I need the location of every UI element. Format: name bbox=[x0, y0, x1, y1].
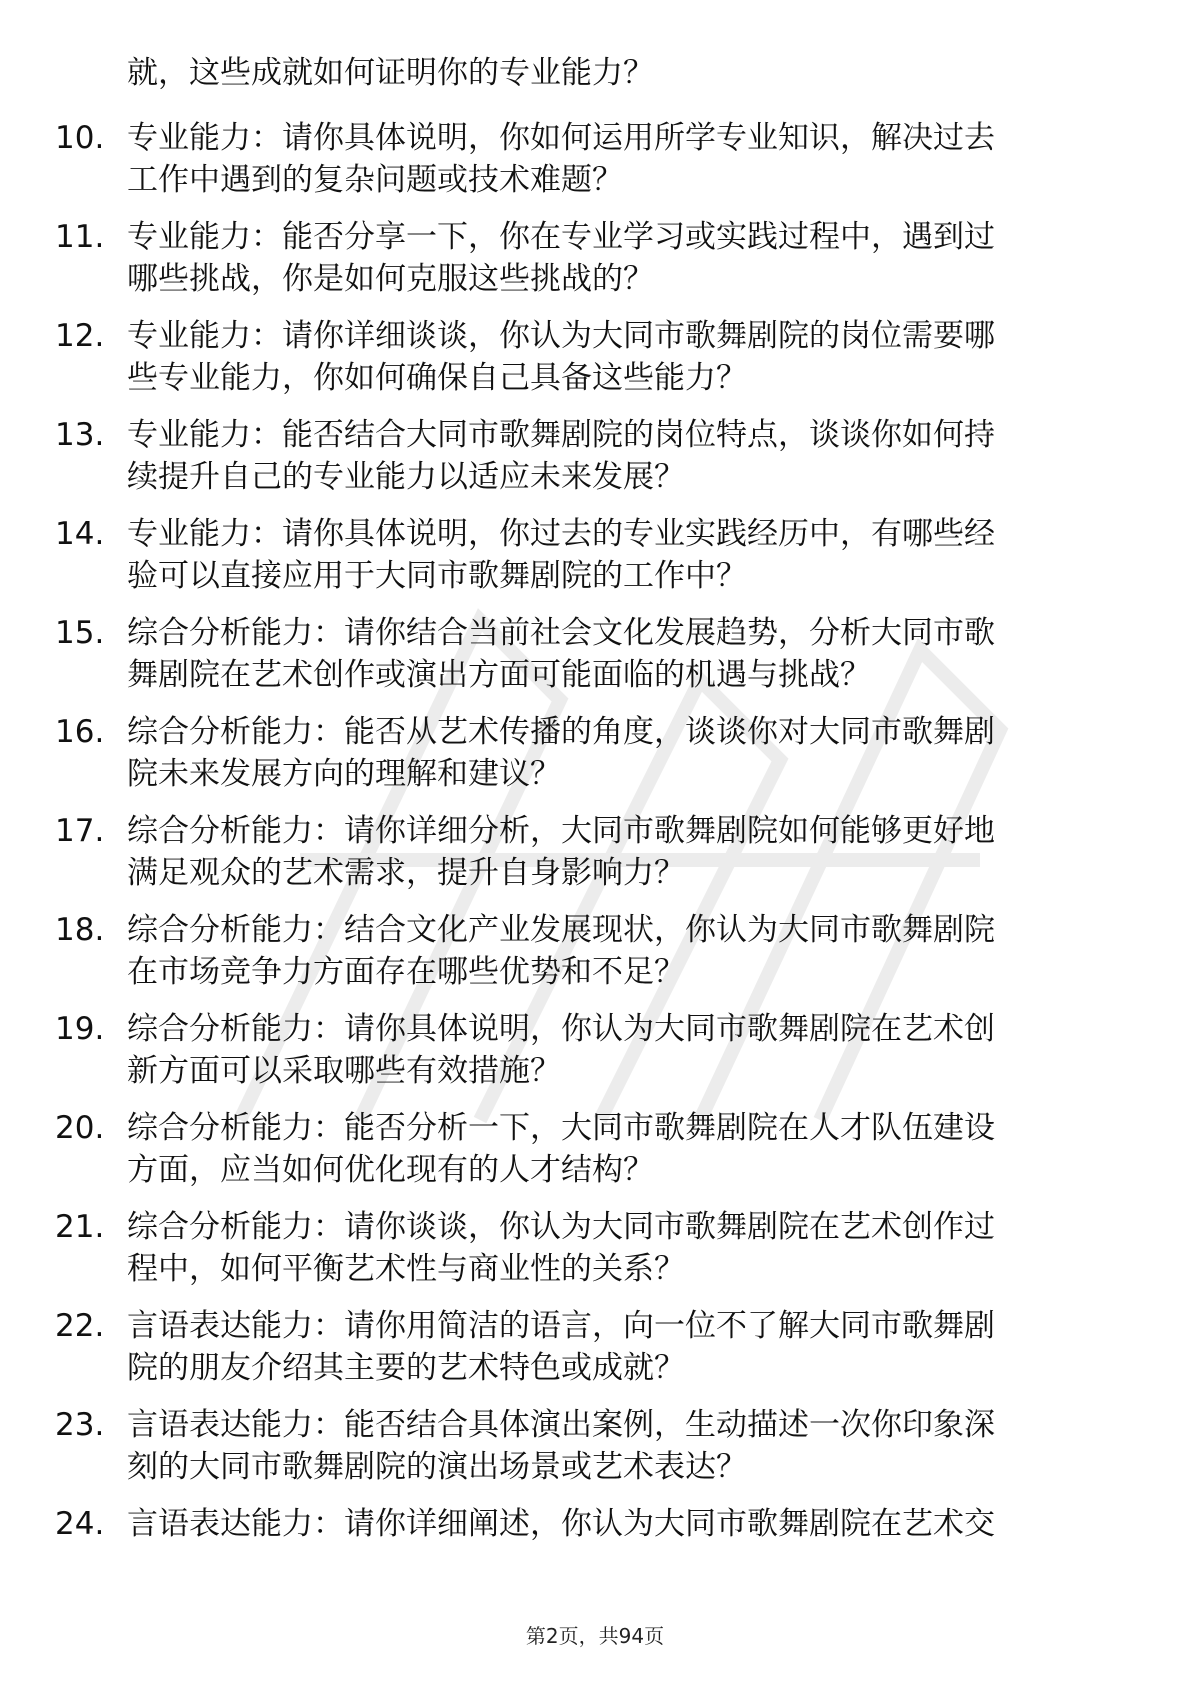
question-line: 哪些挑战，你是如何克服这些挑战的？ bbox=[127, 261, 654, 297]
question-line: 新方面可以采取哪些有效措施？ bbox=[127, 1053, 561, 1089]
question-text bbox=[127, 909, 1117, 993]
question-number: 12. bbox=[55, 318, 105, 354]
question-line: 工作中遇到的复杂问题或技术难题？ bbox=[127, 162, 623, 198]
question-number: 23. bbox=[55, 1407, 105, 1443]
question-number: 18. bbox=[55, 912, 105, 948]
question-line: 舞剧院在艺术创作或演出方面可能面临的机遇与挑战？ bbox=[127, 657, 871, 693]
list-item bbox=[0, 1297, 1190, 1396]
question-line: 程中，如何平衡艺术性与商业性的关系？ bbox=[127, 1251, 685, 1287]
list-item bbox=[0, 505, 1190, 604]
question-text bbox=[127, 1008, 1117, 1092]
question-text bbox=[127, 1107, 1117, 1191]
question-number: 22. bbox=[55, 1308, 105, 1344]
question-text bbox=[127, 1404, 1117, 1488]
question-line: 续提升自己的专业能力以适应未来发展？ bbox=[127, 459, 685, 495]
list-item bbox=[0, 406, 1190, 505]
question-number: 16. bbox=[55, 714, 105, 750]
question-text bbox=[127, 216, 1117, 300]
question-text bbox=[127, 1503, 1117, 1545]
question-line: 专业能力：能否分享一下，你在专业学习或实践过程中，遇到过 bbox=[127, 219, 995, 255]
question-line: 专业能力：能否结合大同市歌舞剧院的岗位特点，谈谈你如何持 bbox=[127, 417, 995, 453]
question-line: 专业能力：请你具体说明，你过去的专业实践经历中，有哪些经 bbox=[127, 516, 995, 552]
question-list bbox=[0, 109, 1190, 1594]
question-number: 15. bbox=[55, 615, 105, 651]
question-number: 14. bbox=[55, 516, 105, 552]
list-item bbox=[0, 208, 1190, 307]
question-line: 综合分析能力：请你详细分析，大同市歌舞剧院如何能够更好地 bbox=[127, 813, 995, 849]
question-number: 13. bbox=[55, 417, 105, 453]
question-line: 专业能力：请你具体说明，你如何运用所学专业知识，解决过去 bbox=[127, 120, 995, 156]
question-number: 11. bbox=[55, 219, 105, 255]
continuation-text: 就，这些成就如何证明你的专业能力？ bbox=[127, 55, 654, 91]
question-line: 综合分析能力：请你具体说明，你认为大同市歌舞剧院在艺术创 bbox=[127, 1011, 995, 1047]
question-number: 24. bbox=[55, 1506, 105, 1542]
question-line: 综合分析能力：请你谈谈，你认为大同市歌舞剧院在艺术创作过 bbox=[127, 1209, 995, 1245]
question-line: 在市场竞争力方面存在哪些优势和不足？ bbox=[127, 954, 685, 990]
question-number: 20. bbox=[55, 1110, 105, 1146]
question-line: 综合分析能力：能否分析一下，大同市歌舞剧院在人才队伍建设 bbox=[127, 1110, 995, 1146]
list-item bbox=[0, 604, 1190, 703]
question-line: 言语表达能力：请你详细阐述，你认为大同市歌舞剧院在艺术交 bbox=[127, 1506, 995, 1542]
list-item bbox=[0, 307, 1190, 406]
question-number: 10. bbox=[55, 120, 105, 156]
question-line: 方面，应当如何优化现有的人才结构？ bbox=[127, 1152, 654, 1188]
list-item bbox=[0, 1000, 1190, 1099]
question-text bbox=[127, 513, 1117, 597]
question-text bbox=[127, 1305, 1117, 1389]
question-number: 17. bbox=[55, 813, 105, 849]
question-line: 满足观众的艺术需求，提升自身影响力？ bbox=[127, 855, 685, 891]
question-text bbox=[127, 612, 1117, 696]
list-item bbox=[0, 901, 1190, 1000]
question-text bbox=[127, 711, 1117, 795]
question-number: 19. bbox=[55, 1011, 105, 1047]
list-item bbox=[0, 109, 1190, 208]
list-item bbox=[0, 1099, 1190, 1198]
question-line: 刻的大同市歌舞剧院的演出场景或艺术表达？ bbox=[127, 1449, 747, 1485]
question-line: 言语表达能力：能否结合具体演出案例，生动描述一次你印象深 bbox=[127, 1407, 995, 1443]
question-line: 专业能力：请你详细谈谈，你认为大同市歌舞剧院的岗位需要哪 bbox=[127, 318, 995, 354]
question-text bbox=[127, 1206, 1117, 1290]
question-text bbox=[127, 315, 1117, 399]
list-item bbox=[0, 703, 1190, 802]
question-line: 院未来发展方向的理解和建议？ bbox=[127, 756, 561, 792]
question-number: 21. bbox=[55, 1209, 105, 1245]
question-line: 言语表达能力：请你用简洁的语言，向一位不了解大同市歌舞剧 bbox=[127, 1308, 995, 1344]
list-item bbox=[0, 802, 1190, 901]
page-footer: 第2页，共94页 bbox=[525, 1624, 665, 1648]
question-line: 院的朋友介绍其主要的艺术特色或成就？ bbox=[127, 1350, 685, 1386]
list-item bbox=[0, 1495, 1190, 1594]
question-line: 验可以直接应用于大同市歌舞剧院的工作中？ bbox=[127, 558, 747, 594]
list-item bbox=[0, 1198, 1190, 1297]
question-text bbox=[127, 117, 1117, 201]
question-text bbox=[127, 414, 1117, 498]
question-line: 综合分析能力：请你结合当前社会文化发展趋势，分析大同市歌 bbox=[127, 615, 995, 651]
question-line: 综合分析能力：能否从艺术传播的角度，谈谈你对大同市歌舞剧 bbox=[127, 714, 995, 750]
question-line: 综合分析能力：结合文化产业发展现状，你认为大同市歌舞剧院 bbox=[127, 912, 995, 948]
list-item bbox=[0, 1396, 1190, 1495]
question-line: 些专业能力，你如何确保自己具备这些能力？ bbox=[127, 360, 747, 396]
question-text bbox=[127, 810, 1117, 894]
